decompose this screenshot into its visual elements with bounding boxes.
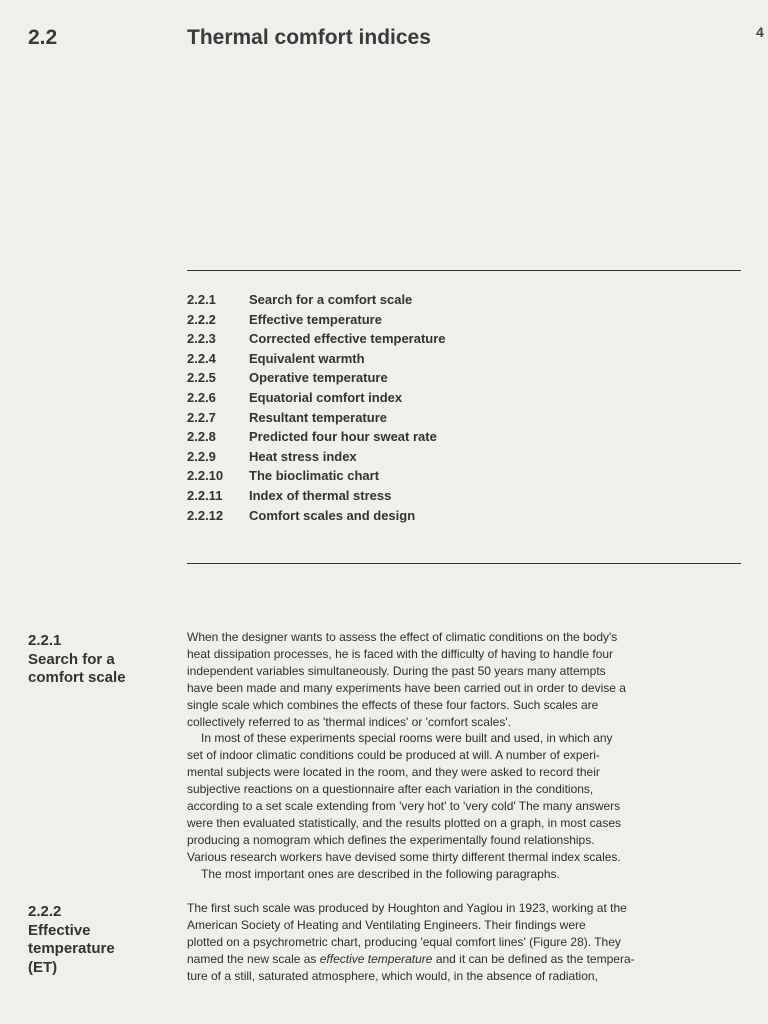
toc-item-number: 2.2.9 xyxy=(187,448,216,464)
toc-item-label: Effective temperature xyxy=(249,311,382,327)
text-line: collectively referred to as 'thermal indices' or 'comfort scales'. xyxy=(187,714,511,729)
toc-item xyxy=(187,388,741,408)
section-221-body xyxy=(187,629,741,883)
text-line: In most of these experiments special rooms were built and used, in which any xyxy=(201,731,613,746)
text-line: The most important ones are described in the following paragraphs. xyxy=(201,866,560,881)
text-fragment: named the new scale as xyxy=(187,951,320,966)
toc-item xyxy=(187,329,741,349)
text-line: heat dissipation processes, he is faced with the difficulty of having to handle four xyxy=(187,646,614,661)
toc-item-number: 2.2.3 xyxy=(187,331,216,347)
emphasized-term: effective temperature xyxy=(319,951,433,966)
text-line: subjective reactions on a questionnaire after each variation in the conditions, xyxy=(187,782,594,797)
toc-item-number: 2.2.2 xyxy=(187,311,216,327)
section-222-title-line2: temperature xyxy=(28,940,115,957)
text-fragment: and it can be defined as the tempera- xyxy=(432,951,635,966)
text-line: single scale which combines the effects of these four factors. Such scales are xyxy=(187,697,599,712)
toc-item-number: 2.2.10 xyxy=(187,468,224,484)
text-line: have been made and many experiments have been carried out in order to devise a xyxy=(187,680,626,695)
text-line: Various research workers have devised some thirty different thermal index scales. xyxy=(187,849,621,864)
section-title: Thermal comfort indices xyxy=(187,26,431,49)
toc-item-number: 2.2.1 xyxy=(187,292,216,307)
toc-item xyxy=(187,349,741,369)
text-line: set of indoor climatic conditions could be produced at will. A number of experi- xyxy=(187,748,600,763)
toc-item-label: Search for a comfort scale xyxy=(249,292,413,307)
section-221-title-line1: Search for a xyxy=(28,650,115,668)
toc-item-label: Predicted four hour sweat rate xyxy=(249,429,437,445)
toc-item xyxy=(187,290,741,310)
toc-item-label: The bioclimatic chart xyxy=(249,468,380,484)
toc-item-number: 2.2.7 xyxy=(187,409,216,425)
section-222-title-line1: Effective xyxy=(28,921,91,939)
text-line: according to a set scale extending from 'very hot' to 'very cold' The many answers xyxy=(187,799,621,814)
toc-item xyxy=(187,486,741,506)
toc-item-number: 2.2.12 xyxy=(187,507,224,523)
text-line xyxy=(187,951,741,968)
section-222-body xyxy=(187,900,741,985)
toc-bottom-rule xyxy=(187,563,741,564)
toc-item-label: Equatorial comfort index xyxy=(249,389,403,405)
toc-item-label: Heat stress index xyxy=(249,448,357,464)
toc-item-label: Resultant temperature xyxy=(249,409,387,425)
section-221-number: 2.2.1 xyxy=(28,632,62,649)
toc-item-number: 2.2.4 xyxy=(187,350,216,366)
text-line: The first such scale was produced by Houghton and Yaglou in 1923, working at the xyxy=(187,901,627,915)
section-number: 2.2 xyxy=(28,26,58,49)
toc-item-number: 2.2.8 xyxy=(187,429,216,445)
toc-item-label: Index of thermal stress xyxy=(249,487,392,503)
toc-item-number: 2.2.6 xyxy=(187,389,216,405)
text-line: ture of a still, saturated atmosphere, which would, in the absence of radiation, xyxy=(187,968,598,983)
text-line: mental subjects were located in the room, and they were asked to record their xyxy=(187,765,600,780)
toc-item xyxy=(187,368,741,388)
toc-item-label: Equivalent warmth xyxy=(249,350,365,366)
page-number: 4 xyxy=(756,24,764,40)
text-line: were then evaluated statistically, and the results plotted on a graph, in most cases xyxy=(187,815,622,830)
toc-item xyxy=(187,466,741,486)
toc-item-number: 2.2.11 xyxy=(187,487,223,503)
text-line: American Society of Heating and Ventilating Engineers. Their findings were xyxy=(187,917,586,932)
text-line: plotted on a psychrometric chart, producing 'equal comfort lines' (Figure 28). They xyxy=(187,934,621,949)
toc-item-label: Corrected effective temperature xyxy=(249,331,446,347)
toc-item xyxy=(187,447,741,467)
section-222-title-line3: (ET) xyxy=(28,958,58,976)
table-of-contents xyxy=(187,290,741,525)
toc-item-label: Operative temperature xyxy=(249,370,388,386)
toc-item xyxy=(187,427,741,447)
section-222-heading xyxy=(28,903,168,977)
toc-item xyxy=(187,408,741,428)
toc-item-number: 2.2.5 xyxy=(187,370,216,386)
toc-item-label: Comfort scales and design xyxy=(249,507,416,523)
section-221-heading xyxy=(28,632,168,688)
toc-item xyxy=(187,310,741,330)
toc-top-rule xyxy=(187,270,741,271)
text-line: producing a nomogram which defines the experimentally found relationships. xyxy=(187,832,595,847)
section-221-title-line2: comfort scale xyxy=(28,669,126,686)
text-line: When the designer wants to assess the effect of climatic conditions on the body's xyxy=(187,630,618,644)
section-222-number: 2.2.2 xyxy=(28,903,62,920)
text-line: independent variables simultaneously. During the past 50 years many attempts xyxy=(187,663,606,678)
toc-item xyxy=(187,506,741,526)
